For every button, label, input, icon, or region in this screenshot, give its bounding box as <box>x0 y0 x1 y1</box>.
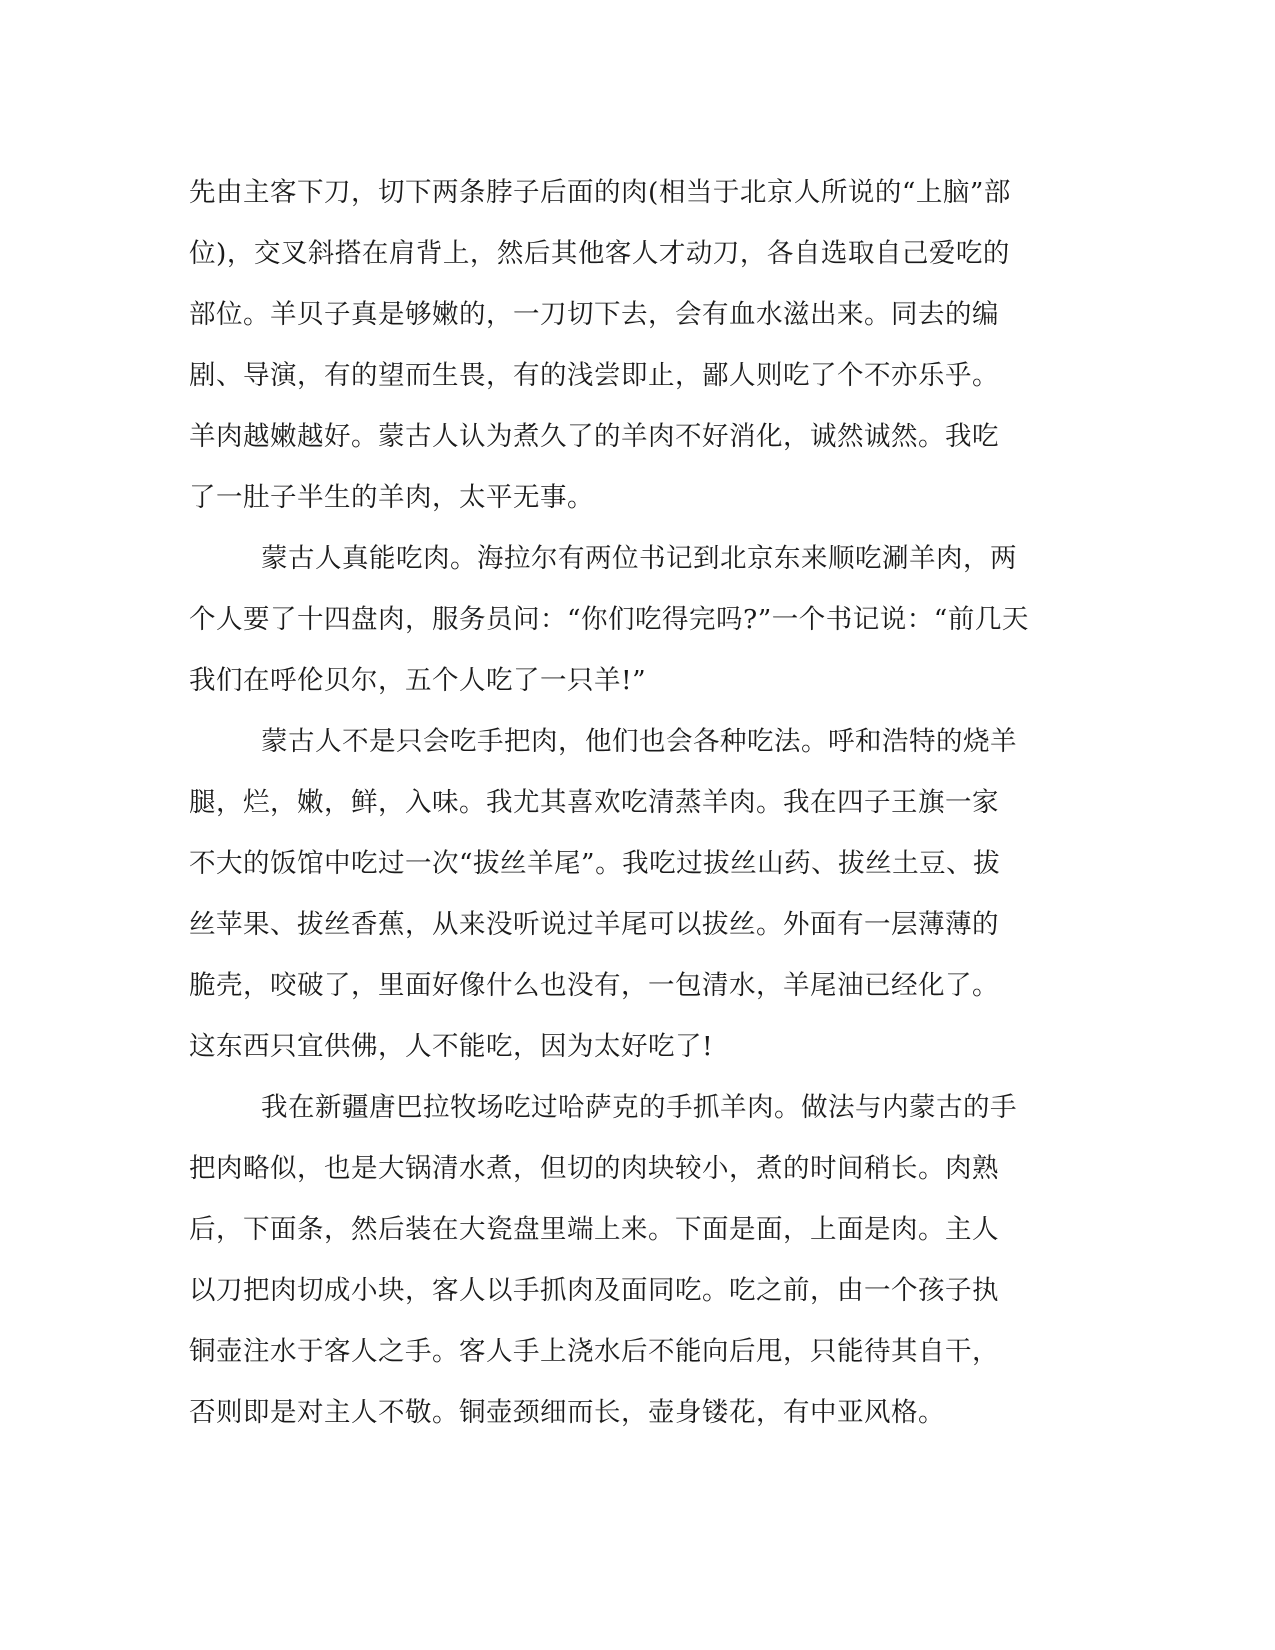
text-line: 否则即是对主人不敬。铜壶颈细而长，壶身镂花，有中亚风格。 <box>189 1397 945 1428</box>
text-line: 剧、导演，有的望而生畏，有的浅尝即止，鄙人则吃了个不亦乐乎。 <box>189 360 999 391</box>
body-text <box>189 162 1069 1443</box>
text-line: 脆壳，咬破了，里面好像什么也没有，一包清水，羊尾油已经化了。 <box>189 970 999 1001</box>
text-line: 位)，交叉斜搭在肩背上，然后其他客人才动刀，各自选取自己爱吃的 <box>189 238 1010 269</box>
text-line: 了一肚子半生的羊肉，太平无事。 <box>189 482 594 513</box>
text-line: 腿，烂，嫩，鲜，入味。我尤其喜欢吃清蒸羊肉。我在四子王旗一家 <box>189 787 999 818</box>
paragraph-first-line: 我在新疆唐巴拉牧场吃过哈萨克的手抓羊肉。做法与内蒙古的手 <box>261 1092 1017 1123</box>
text-line: 后，下面条，然后装在大瓷盘里端上来。下面是面，上面是肉。主人 <box>189 1214 999 1245</box>
paragraph-first-line: 蒙古人真能吃肉。海拉尔有两位书记到北京东来顺吃涮羊肉，两 <box>261 543 1017 574</box>
text-line: 以刀把肉切成小块，客人以手抓肉及面同吃。吃之前，由一个孩子执 <box>189 1275 999 1306</box>
text-line: 个人要了十四盘肉，服务员问：“你们吃得完吗?”一个书记说：“前几天 <box>189 604 1029 635</box>
text-line: 不大的饭馆中吃过一次“拔丝羊尾”。我吃过拔丝山药、拔丝土豆、拔 <box>189 848 1001 879</box>
text-line: 先由主客下刀，切下两条脖子后面的肉(相当于北京人所说的“上脑”部 <box>189 177 1011 208</box>
text-line: 羊肉越嫩越好。蒙古人认为煮久了的羊肉不好消化，诚然诚然。我吃 <box>189 421 999 452</box>
text-line: 部位。羊贝子真是够嫩的，一刀切下去，会有血水滋出来。同去的编 <box>189 299 999 330</box>
text-line: 这东西只宜供佛，人不能吃，因为太好吃了! <box>189 1031 714 1062</box>
text-line: 我们在呼伦贝尔，五个人吃了一只羊!” <box>189 665 647 696</box>
paragraph-first-line: 蒙古人不是只会吃手把肉，他们也会各种吃法。呼和浩特的烧羊 <box>261 726 1017 757</box>
text-line: 丝苹果、拔丝香蕉，从来没听说过羊尾可以拔丝。外面有一层薄薄的 <box>189 909 999 940</box>
text-line: 铜壶注水于客人之手。客人手上浇水后不能向后甩，只能待其自干， <box>189 1336 999 1367</box>
text-line: 把肉略似，也是大锅清水煮，但切的肉块较小，煮的时间稍长。肉熟 <box>189 1153 999 1184</box>
